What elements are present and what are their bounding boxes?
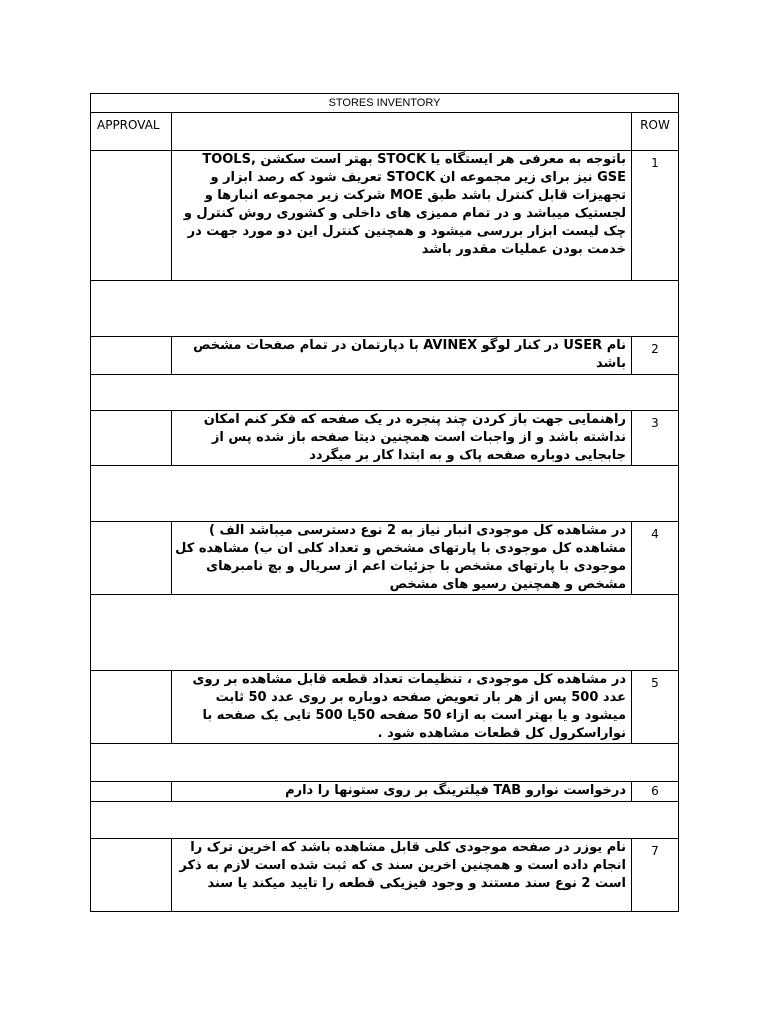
approval-cell [91,337,172,375]
spacer-cell [91,744,679,782]
table-row [91,671,679,744]
approval-cell [91,151,172,281]
row-text [172,839,632,912]
spacer-cell [91,466,679,522]
spacer-row [91,744,679,782]
approval-cell [91,782,172,802]
row-text [172,782,632,802]
approval-cell [91,522,172,595]
row-text [172,337,632,375]
table-row [91,522,679,595]
row-text-content: نام یوزر در صفحه موجودی کلی قابل مشاهده باشد که اخرین ترک را انجام داده است و همچنین اخرین سند ی که ثبت شده است لازم به ذکر است 2 نوع سند مستند و وجود فیزیکی قطعه را تایید میکند یا سند [179,840,626,891]
table-row [91,839,679,912]
spacer-cell [91,802,679,839]
row-text [172,151,632,281]
row-number: 7 [632,839,679,912]
row-number: 4 [632,522,679,595]
approval-cell [91,839,172,912]
spacer-cell [91,281,679,337]
spacer-row [91,595,679,671]
spacer-row [91,802,679,839]
row-number: 2 [632,337,679,375]
row-text-content: درخواست نوارو TAB فیلترینگ بر روی ستونها را دارم [285,783,626,798]
row-text-content: راهنمایی جهت باز کردن چند پنجره در یک صفحه که فکر کنم امکان نداشته باشد و از واجبات است همچنین دیتا صفحه باز شده پس از جابجایی دوباره صفحه پاک و به ابتدا کار بر میگردد [203,412,626,463]
table-row [91,337,679,375]
approval-cell [91,671,172,744]
table-row [91,411,679,466]
row-text [172,671,632,744]
row-text-content: باتوجه به معرفی هر ایستگاه یا STOCK بهتر است سکشن TOOLS, GSE نیز برای زیر مجموعه ان STOCK تعریف شود که رصد ابزار و تجهیزات قابل کنترل باشد طبق MOE شرکت زیر مجموعه انبارها و لجستیک میباشد و در تمام ممیزی های داخلی و کشوری روش کنترل و چک لیست ابزار بررسی میشود و همچنین کنترل این دو مورد جهت در خدمت بودن عملیات مقدور باشد [183,152,626,257]
table-title: STORES INVENTORY [91,94,679,113]
row-number: 1 [632,151,679,281]
spacer-row [91,375,679,411]
row-text [172,522,632,595]
row-number: 3 [632,411,679,466]
table-row [91,151,679,281]
stores-inventory-table [90,93,679,912]
row-text-content: در مشاهده کل موجودی ، تنظیمات تعداد قطعه قابل مشاهده بر روی عدد 500 پس از هر بار تعویض صفحه دوباره بر روی عدد 50 ثابت میشود و یا بهتر است به ازاء 50 صفحه 50یا 500 تایی یک صفحه با نواراسکرول کل قطعات مشاهده شود . [192,672,626,741]
row-text-content: نام USER در کنار لوگو AVINEX با دپارتمان در تمام صفحات مشخص باشد [193,338,626,371]
spacer-row [91,281,679,337]
spacer-cell [91,595,679,671]
header-row: ROW [632,113,679,151]
table-row [91,782,679,802]
header-blank [172,113,632,151]
spacer-cell [91,375,679,411]
approval-cell [91,411,172,466]
row-text-content: در مشاهده کل موجودی انبار نیاز به 2 نوع دسترسی میباشد الف ) مشاهده کل موجودی با پارتهای مشخص و تعداد کلی ان ب) مشاهده کل موجودی با پارتهای مشخص با جزئیات اعم از سریال و بچ نامبرهای مشخص و همچنین رسیو های مشخص [175,523,626,592]
spacer-row [91,466,679,522]
header-approval: APPROVAL [91,113,172,151]
row-number: 6 [632,782,679,802]
row-text [172,411,632,466]
row-number: 5 [632,671,679,744]
